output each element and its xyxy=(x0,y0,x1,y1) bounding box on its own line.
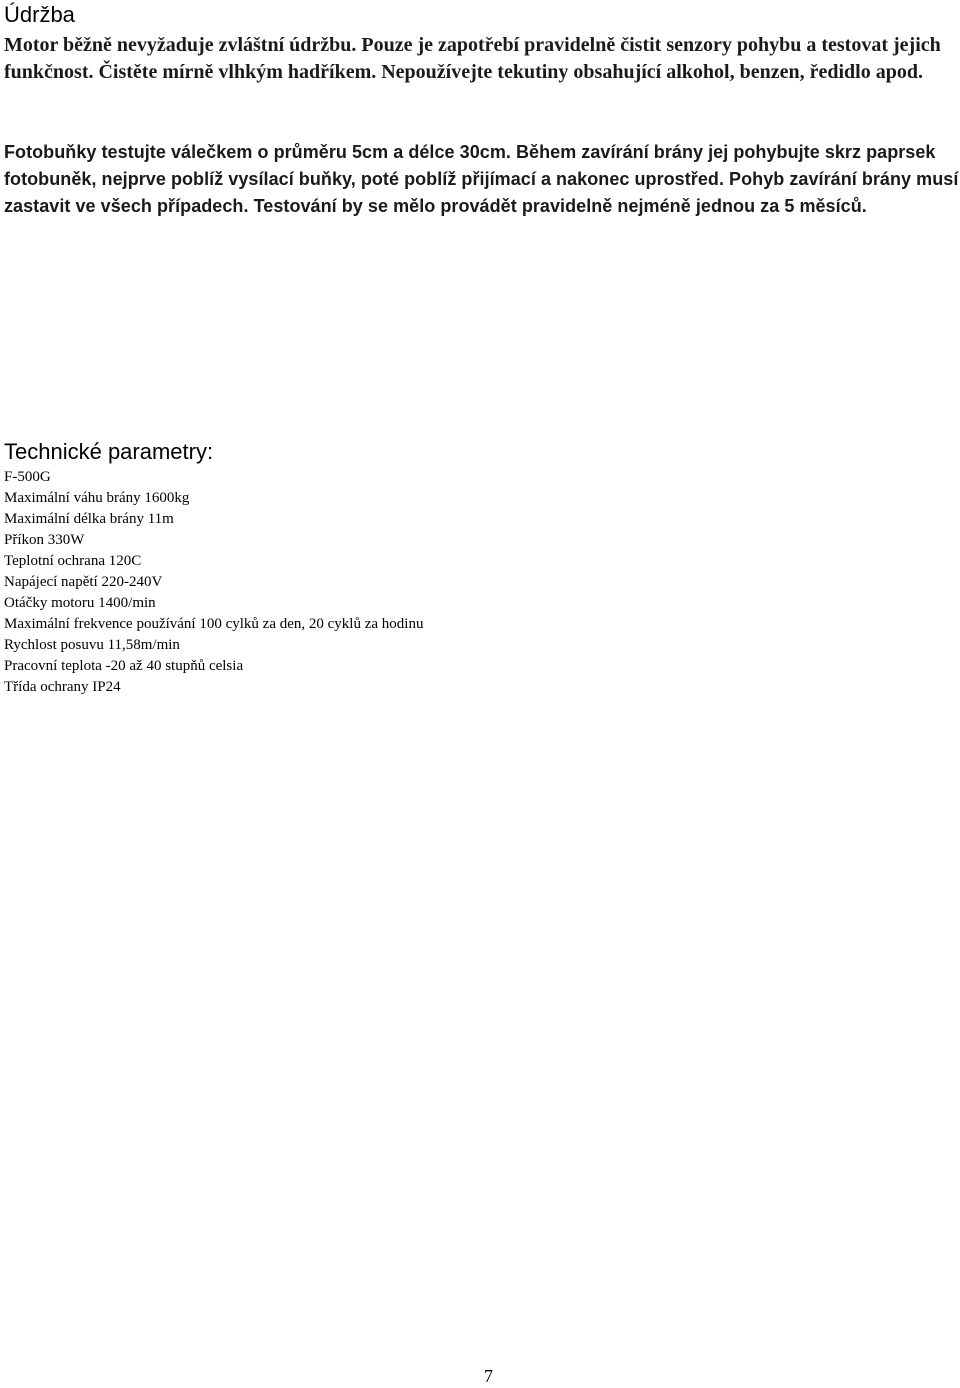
spec-item-usage-frequency: Maximální frekvence používání 100 cylků za den, 20 cyklů za hodinu xyxy=(4,616,424,632)
spec-item-motor-speed: Otáčky motoru 1400/min xyxy=(4,595,156,611)
spec-item-operating-temperature: Pracovní teplota -20 až 40 stupňů celsia xyxy=(4,658,244,674)
photocell-test-paragraph: Fotobuňky testujte válečkem o průměru 5cm a délce 30cm. Během zavírání brány jej pohybujte skrz paprsek fotobuněk, nejprve poblíž vysílací buňky, poté poblíž přijímací a nakonec uprostřed. Pohyb zavírání brány musí zastavit ve všech případech. Testování by se mělo provádět pravidelně nejméně jednou za 5 měsíců. xyxy=(4,142,959,216)
page-number: 7 xyxy=(484,1366,493,1386)
spec-item-protection-class: Třída ochrany IP24 xyxy=(4,679,121,695)
technical-parameters-list xyxy=(4,467,423,698)
maintenance-paragraph: Motor běžně nevyžaduje zvláštní údržbu. Pouze je zapotřebí pravidelně čistit senzory pohybu a testovat jejich funkčnost. Čistěte mírně vlhkým hadříkem. Nepoužívejte tekutiny obsahující alkohol, benzen, ředidlo apod. xyxy=(4,34,941,83)
spec-item-max-weight: Maximální váhu brány 1600kg xyxy=(4,490,190,506)
spec-item-travel-speed: Rychlost posuvu 11,58m/min xyxy=(4,637,180,653)
spec-item-max-length: Maximální délka brány 11m xyxy=(4,511,174,527)
maintenance-heading: Údržba xyxy=(4,2,75,27)
spec-item-thermal-protection: Teplotní ochrana 120C xyxy=(4,553,142,569)
spec-item-power: Příkon 330W xyxy=(4,532,85,548)
technical-parameters-heading: Technické parametry: xyxy=(4,439,214,464)
spec-item-model: F-500G xyxy=(4,469,51,485)
spec-item-supply-voltage: Napájecí napětí 220-240V xyxy=(4,574,163,590)
